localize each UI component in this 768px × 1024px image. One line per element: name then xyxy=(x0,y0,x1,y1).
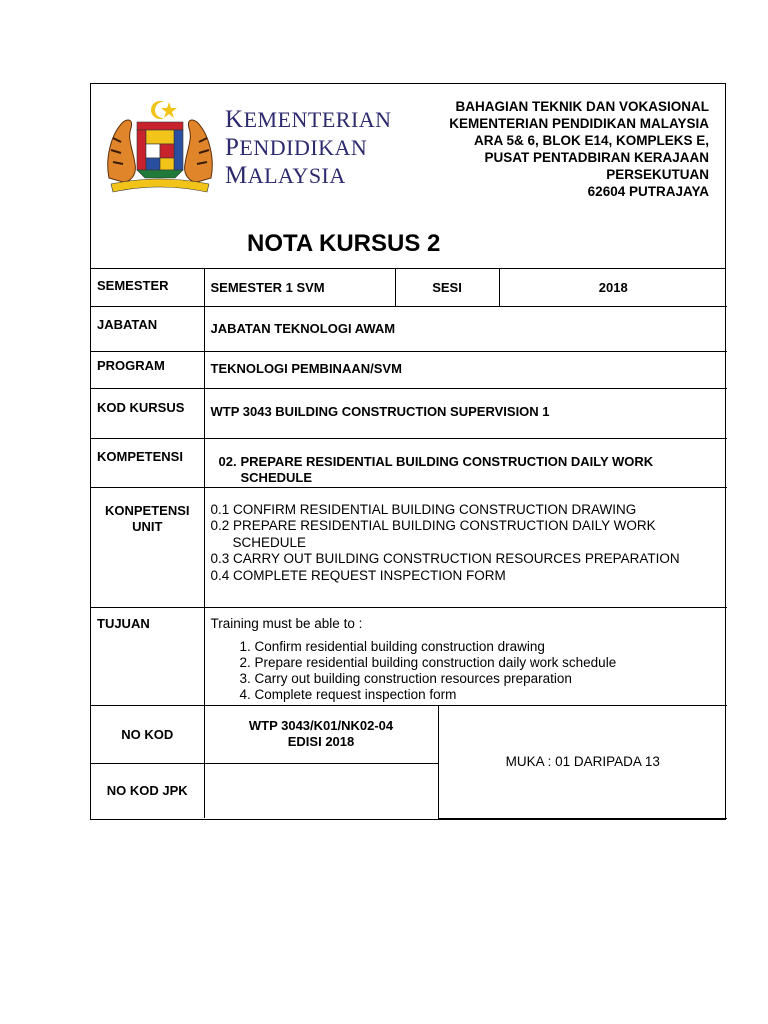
konpetensi-label-line2: UNIT xyxy=(132,518,163,534)
konpetensi-label-line1: KONPETENSI xyxy=(104,502,190,518)
semester-label: SEMESTER xyxy=(91,269,204,306)
list-item: 0.4 COMPLETE REQUEST INSPECTION FORM xyxy=(210,567,506,583)
table-row xyxy=(91,306,727,351)
list-item: 0.2 PREPARE RESIDENTIAL BUILDING CONSTRUCTION DAILY WORK xyxy=(210,518,656,533)
address-line: ARA 5& 6, BLOK E14, KOMPLEKS E, xyxy=(473,133,709,148)
kompetensi-label: KOMPETENSI xyxy=(91,438,204,487)
document-sheet xyxy=(90,83,726,820)
course-info-table xyxy=(91,269,727,819)
sesi-value: 2018 xyxy=(499,269,727,306)
coat-of-arms-icon xyxy=(103,98,217,194)
list-item: 2. Prepare residential building construction daily work schedule xyxy=(255,655,722,671)
list-item: 0.1 CONFIRM RESIDENTIAL BUILDING CONSTRUCTION DRAWING xyxy=(210,501,637,517)
no-kod-label: NO KOD xyxy=(91,705,204,763)
table-row xyxy=(91,607,727,705)
kompetensi-value xyxy=(204,438,727,487)
konpetensi-unit-list xyxy=(204,487,727,607)
table-row xyxy=(91,438,727,487)
list-item: 4. Complete request inspection form xyxy=(255,687,722,703)
no-kod-edition: EDISI 2018 xyxy=(287,733,355,749)
address-line: PERSEKUTUAN xyxy=(606,167,709,182)
ministry-name xyxy=(225,106,392,190)
list-item: 1. Confirm residential building construction drawing xyxy=(255,639,722,655)
page-indicator: MUKA : 01 DARIPADA 13 xyxy=(438,705,727,818)
list-item: 3. Carry out building construction resources preparation xyxy=(255,671,722,687)
kod-kursus-value: WTP 3043 BUILDING CONSTRUCTION SUPERVISION 1 xyxy=(204,388,727,438)
address-block xyxy=(449,98,709,200)
jabatan-label: JABATAN xyxy=(91,306,204,351)
list-item: SCHEDULE xyxy=(232,534,307,550)
konpetensi-unit-label xyxy=(91,487,204,607)
address-line: BAHAGIAN TEKNIK DAN VOKASIONAL xyxy=(455,99,709,114)
table-row xyxy=(91,388,727,438)
sesi-label: SESI xyxy=(395,269,499,306)
tujuan-list xyxy=(211,639,722,703)
no-kod-value xyxy=(204,705,438,763)
page-title: NOTA KURSUS 2 xyxy=(247,230,441,257)
kompetensi-number: 02. xyxy=(218,453,237,469)
table-row xyxy=(91,705,727,763)
semester-value: SEMESTER 1 SVM xyxy=(204,269,395,306)
address-line: KEMENTERIAN PENDIDIKAN MALAYSIA xyxy=(449,116,709,131)
kompetensi-line2: SCHEDULE xyxy=(240,469,313,485)
no-kod-code: WTP 3043/K01/NK02-04 xyxy=(248,717,394,733)
program-label: PROGRAM xyxy=(91,351,204,388)
document-header xyxy=(91,84,725,269)
no-kod-jpk-value xyxy=(204,763,438,818)
table-row xyxy=(91,269,727,306)
program-value: TEKNOLOGI PEMBINAAN/SVM xyxy=(204,351,727,388)
kod-kursus-label: KOD KURSUS xyxy=(91,388,204,438)
list-item: 0.3 CARRY OUT BUILDING CONSTRUCTION RESOURCES PREPARATION xyxy=(210,551,680,566)
ministry-line-3: MALAYSIA xyxy=(225,162,346,189)
tujuan-label: TUJUAN xyxy=(91,607,204,705)
jabatan-value: JABATAN TEKNOLOGI AWAM xyxy=(204,306,727,351)
ministry-line-2: PENDIDIKAN xyxy=(225,134,368,161)
ministry-line-1: KEMENTERIAN xyxy=(225,106,392,133)
no-kod-jpk-label: NO KOD JPK xyxy=(91,763,204,818)
tujuan-intro: Training must be able to : xyxy=(210,615,363,631)
address-line: PUSAT PENTADBIRAN KERAJAAN xyxy=(484,150,709,165)
table-row xyxy=(91,487,727,607)
tujuan-content xyxy=(204,607,727,705)
kompetensi-line1: PREPARE RESIDENTIAL BUILDING CONSTRUCTION DAILY WORK xyxy=(240,453,654,469)
address-line: 62604 PUTRAJAYA xyxy=(587,184,709,199)
table-row xyxy=(91,351,727,388)
